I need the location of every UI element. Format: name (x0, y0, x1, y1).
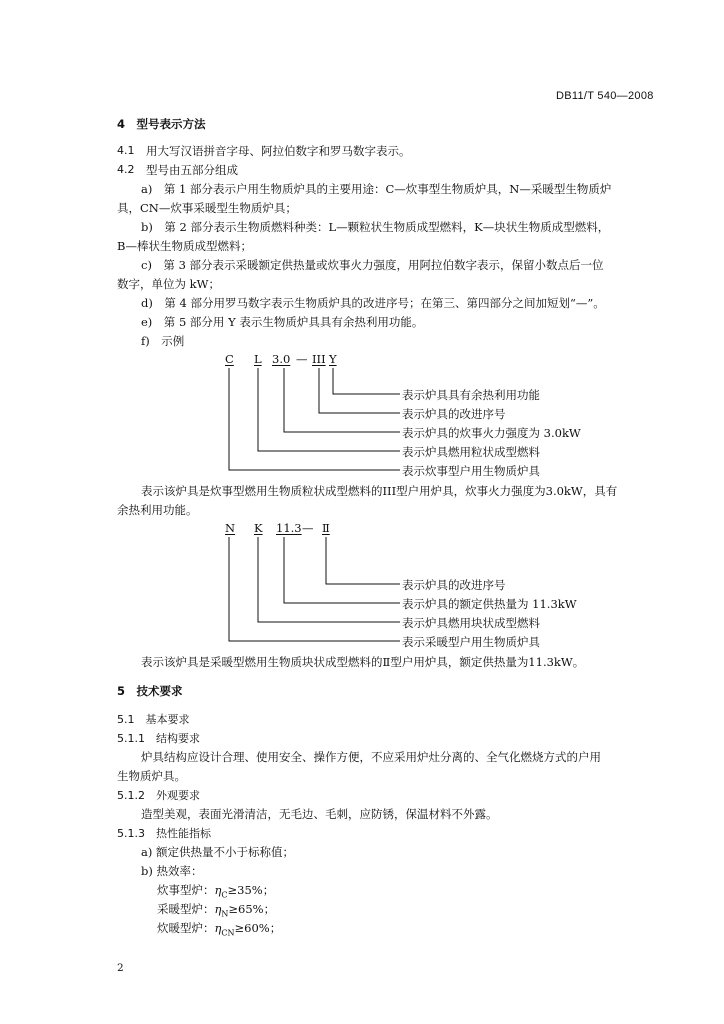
efficiency-combined-value: ≥60%； (234, 921, 282, 935)
ex1-label-fire-power: 表示炉具的炊事火力强度为 3.0kW (402, 426, 581, 440)
ex1-leader-l (258, 368, 400, 451)
efficiency-cooking-label: 炊事型炉： (157, 883, 215, 897)
item-c-line-2: 数字，单位为 kW； (117, 277, 220, 291)
ex2-leader-k (258, 537, 400, 622)
item-c-line-1: c) 第 3 部分表示采暖额定供热量或炊事火力强度，用阿拉伯数字表示，保留小数点后一位 (141, 258, 604, 272)
clause-5-1-3-b: b) 热效率： (141, 864, 203, 878)
clause-5-1-2-text: 造型美观，表面光滑清洁，无毛边、毛刺，应防锈，保温材料不外露。 (141, 807, 498, 821)
ex1-label-fuel: 表示炉具燃用粒状成型燃料 (402, 445, 540, 459)
clause-5-1-1: 5.1.1 结构要求 (117, 732, 200, 745)
clause-5-1: 5.1 基本要求 (117, 713, 190, 726)
clause-4-1-number: 4.1 (117, 144, 135, 157)
clause-5-1-1-line-2: 生物质炉具。 (117, 769, 186, 783)
ex2-code-n: N (225, 521, 236, 535)
ex2-description: 表示该炉具是采暖型燃用生物质块状成型燃料的Ⅱ型户用炉具，额定供热量为11.3kW。 (141, 655, 585, 669)
efficiency-cooking (157, 882, 274, 899)
doc-code: DB11/T 540—2008 (556, 90, 654, 102)
ex1-leader-y (333, 368, 400, 394)
efficiency-cooking-value: ≥35%； (227, 883, 275, 897)
ex1-leader-3-0 (284, 368, 400, 432)
ex2-code-11-3: 11.3 (276, 521, 302, 535)
ex2-code-dash: — (302, 521, 314, 535)
ex2-label-improvement: 表示炉具的改进序号 (402, 578, 506, 592)
ex1-code-c: C (225, 352, 234, 366)
clause-5-1-2: 5.1.2 外观要求 (117, 789, 200, 802)
ex2-code-ii: Ⅱ (322, 521, 330, 535)
ex1-description-line-1: 表示该炉具是炊事型燃用生物质粒状成型燃料的III型户用炉具，炊事火力强度为3.0kW，具有 (141, 484, 618, 498)
clause-5-1-3: 5.1.3 热性能指标 (117, 827, 211, 840)
ex1-code-y: Y (329, 352, 337, 366)
eta-subscript: C (221, 890, 228, 900)
eta-symbol: η (214, 902, 222, 916)
ex2-label-type: 表示采暖型户用生物质炉具 (402, 635, 540, 649)
clause-4-2-text: 型号由五部分组成 (146, 163, 238, 177)
ex1-label-type: 表示炊事型户用生物质炉具 (402, 464, 540, 478)
ex2-leader-n (229, 537, 400, 641)
item-a-line-2: 具，CN—炊事采暖型生物质炉具； (117, 201, 297, 215)
clause-5-1-1-line-1: 炉具结构应设计合理、使用安全、操作方便，不应采用炉灶分离的、全气化燃烧方式的户用 (141, 750, 601, 764)
ex1-leader-c (229, 368, 400, 470)
eta-symbol: η (214, 883, 222, 897)
ex1-code-3-0: 3.0 (272, 352, 291, 366)
item-f: f) 示例 (141, 334, 185, 348)
ex1-leader-iii (319, 368, 400, 413)
section-4-title: 4 型号表示方法 (117, 117, 206, 131)
item-e: e) 第 5 部分用 Y 表示生物质炉具具有余热利用功能。 (141, 315, 424, 329)
item-a-line-1: a) 第 1 部分表示户用生物质炉具的主要用途：C—炊事型生物质炉具，N—采暖型生物质炉 (141, 182, 612, 196)
ex2-label-heat-supply: 表示炉具的额定供热量为 11.3kW (402, 597, 577, 611)
ex1-description-line-2: 余热利用功能。 (117, 503, 198, 517)
item-d: d) 第 4 部分用罗马数字表示生物质炉具的改进序号；在第三、第四部分之间加短划“—”。 (141, 296, 605, 310)
ex2-label-fuel: 表示炉具燃用块状成型燃料 (402, 616, 540, 630)
ex1-code-l: L (254, 352, 262, 366)
ex2-code-k: K (254, 521, 263, 535)
ex2-leader-ii (326, 537, 400, 584)
efficiency-heating-value: ≥65%； (228, 902, 276, 916)
efficiency-combined-label: 炊暖型炉： (157, 921, 215, 935)
eta-subscript: N (221, 909, 229, 919)
clause-4-1-text: 用大写汉语拼音字母、阿拉伯数字和罗马数字表示。 (146, 144, 411, 158)
clause-4-2-number: 4.2 (117, 163, 135, 176)
efficiency-heating-label: 采暖型炉： (157, 902, 215, 916)
page-number: 2 (117, 962, 124, 974)
ex1-code-iii: III (312, 352, 326, 366)
eta-symbol: η (214, 921, 222, 935)
ex2-leader-11-3 (284, 537, 400, 603)
ex1-label-waste-heat: 表示炉具具有余热利用功能 (402, 388, 540, 402)
efficiency-heating (157, 901, 275, 918)
efficiency-combined (157, 920, 281, 937)
clause-5-1-3-a: a) 额定供热量不小于标称值； (141, 845, 294, 859)
item-b-line-2: B—棒状生物质成型燃料； (117, 239, 252, 253)
eta-subscript: CN (221, 928, 235, 938)
item-b-line-1: b) 第 2 部分表示生物质燃料种类：L—颗粒状生物质成型燃料，K—块状生物质成型燃料， (141, 220, 610, 234)
section-5-title: 5 技术要求 (117, 684, 183, 698)
ex1-code-dash: — (296, 352, 308, 366)
ex1-label-improvement: 表示炉具的改进序号 (402, 407, 506, 421)
